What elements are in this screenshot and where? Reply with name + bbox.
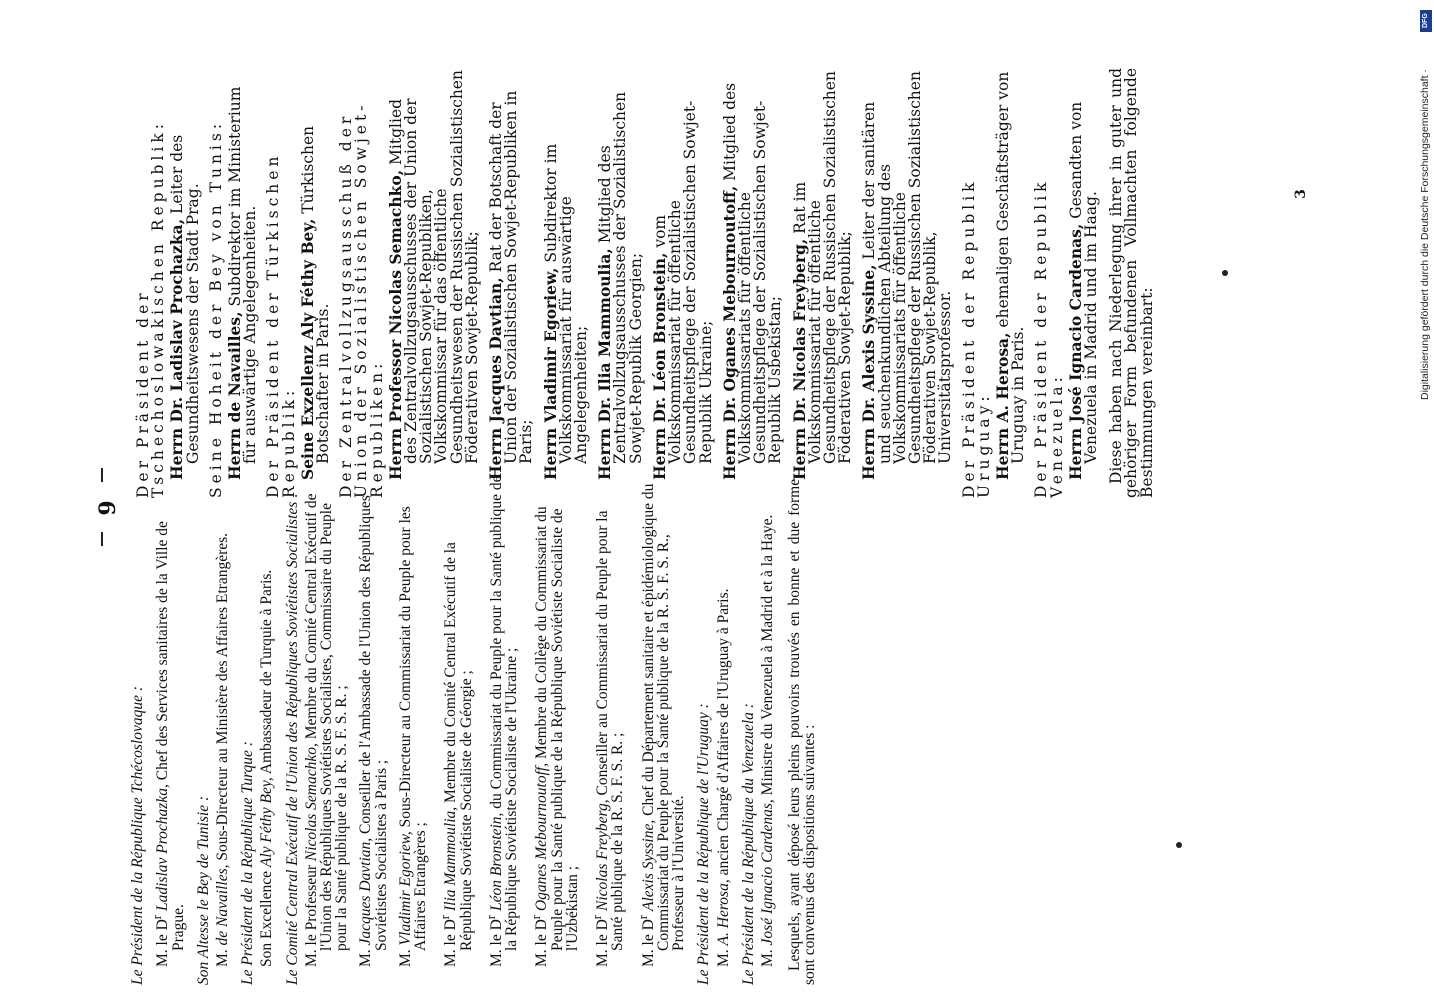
section-heading: Le Président de la République Tchécoslovaque : (129, 685, 146, 985)
section-heading: Der Präsident der Tschechoslowakischen Republik: (134, 120, 168, 498)
delegate-name: A. Herosa, (714, 879, 732, 946)
delegate-title: Türkischen Botschafter in Paris. (298, 125, 333, 464)
delegate-name: Herrn A. Herosa, (992, 332, 1012, 480)
delegate-title: Mitglied des Zentralvollzugsausschusses der Union der Sozialistischen Sowjet-Republiken, Volkskommissar für das öffentliche Gesundheitswesen der Russischen Sozialistischen Föderativen Sowjet-Republik; (386, 70, 481, 464)
delegate-name: Seine Exzellenz Aly Féthy Bey, (297, 218, 317, 480)
section-heading: Seine Hoheit der Bey von Tunis: (206, 119, 225, 498)
delegate-title: Mitglied des Zentralvollzugsausschusses der Sozialistischen Sowjet-Republik Georgien; (596, 91, 645, 464)
delegate-name: Herrn de Navailles, (225, 311, 245, 480)
section-heading: Le Président de la République Turque : (239, 741, 257, 985)
delegate-entry (304, 475, 350, 985)
print-mark (1176, 842, 1182, 848)
delegate-entry (297, 68, 333, 498)
delegate-entry (649, 68, 715, 498)
section-heading: Der Präsident der Republik Uruguay: (959, 178, 993, 498)
delegate-entry (719, 68, 785, 498)
delegate-title: Ministre du Venezuela à Madrid et à la Haye. (759, 514, 777, 800)
delegate-entry (635, 475, 687, 985)
delegate-name: Herrn Dr. Ilia Mammoulia, (595, 248, 615, 480)
closing-paragraph: Lesquels, ayant déposé leurs pleins pouvoirs trouvés en bonne et due forme, sont convenus des dispositions suivantes : (786, 475, 819, 985)
delegate-name: Oganes Mebournoutoff, (533, 762, 551, 912)
delegate-entry (227, 68, 258, 498)
delegate-entry (760, 475, 775, 985)
section-heading: Le Comité Central Exécutif de l'Union des Républiques Soviétistes Socialistes : (283, 492, 301, 985)
entry-prefix: M. le D (533, 919, 551, 967)
entry-superscript: r (149, 914, 165, 920)
entry-prefix: M. (714, 945, 732, 967)
delegate-title: ehemaligen Geschäftsträger von Uruguay in Paris. (993, 71, 1028, 464)
delegate-title: Ambassadeur de Turquie à Paris. (258, 569, 276, 778)
delegate-title: Leiter des Gesundheitswesens der Stadt Prag. (168, 134, 202, 464)
delegate-entry (385, 68, 481, 498)
delegate-name: Nicolas Freyberg, (594, 799, 612, 912)
delegate-title: ancien Chargé d'Affaires de l'Uruguay à Paris. (714, 588, 732, 880)
entry-prefix: M. le D (639, 919, 657, 967)
delegate-title: vom Volkskommissariat für öffentliche Gesundheitspflege der Sozialistischen Sowjet-Republik Ukraine; (650, 100, 715, 464)
delegate-title: Rat im Volkskommissariat für öffentliche Gesundheitspflege der Russischen Sozialistischen Föderativen Sowjet-Republik; (790, 71, 855, 464)
delegate-title: Leiter der sanitären und seuchenkundlichen Abteilung des Volkskommissariats für öffentliche Gesundheitspflege der Russischen Sozialistischen Föderativen Sowjet-Republik, Universitätsprofessor. (860, 71, 955, 464)
delegate-title: Sous-Directeur au Ministère des Affaires Etrangères. (213, 532, 231, 865)
delegate-entry (716, 475, 731, 985)
delegate-title: du Commissariat du Peuple pour la Santé publique de la République Soviétiste Socialiste de l'Ukraine ; (487, 475, 521, 951)
entry-prefix: M. (396, 945, 414, 967)
entry-prefix: M. le D (442, 919, 460, 967)
delegate-title: Membre du Collège du Commissariat du Peuple pour la Santé publique de la République Soviétiste Socialiste de l'Uzbékistan ; (533, 506, 581, 951)
delegate-name: de Navailles, (213, 864, 231, 946)
delegate-entry (437, 475, 474, 985)
delegate-title: Sous-Directeur au Commissariat du Peuple pour les Affaires Etrangères ; (396, 506, 429, 951)
entry-prefix: Son Excellence (258, 867, 276, 967)
entry-prefix: M. le Professeur (302, 861, 320, 967)
delegate-name: Herrn Professor Nicolas Semachko, (385, 169, 405, 480)
delegate-name: Herrn Dr. Oganes Mebournoutoff, (719, 185, 739, 480)
delegate-title: Chef du Département sanitaire et épidémiologique du Commissariat du Peuple pour la Santé publique de la R. S. F. S. R., Professeur à l'Université. (639, 483, 688, 951)
entry-superscript: r (634, 914, 650, 920)
delegate-name: Aly Féthy Bey, (258, 777, 276, 868)
delegate-entry (589, 475, 626, 985)
delegate-entry (259, 475, 274, 985)
entry-prefix: M. (357, 945, 375, 967)
delegate-entry (358, 475, 388, 985)
section-heading: Der Präsident der Türkischen Republik: (264, 152, 298, 498)
closing-paragraph: Diese haben nach Niederlegung ihrer in guter und gehöriger Form befundenen Vollmachten folgende Bestimmungen vereinbart: (1107, 68, 1156, 498)
delegate-name: Léon Bronstein, (487, 812, 505, 912)
delegate-name: Nicolas Semachko, (302, 743, 320, 862)
delegate-title: Membre du Comité Central Exécutif de l'Union des Républiques Soviétistes Socialistes, Commissaire du Peuple pour la Santé publique de la R. S. F. S. R. ; (302, 493, 351, 951)
entry-superscript: r (528, 914, 544, 920)
delegate-title: Subdirektor im Ministerium für auswärtige Angelegenheiten. (226, 86, 260, 464)
print-mark (1222, 270, 1228, 276)
delegate-name: Herrn Jacques Davtian, (486, 277, 506, 480)
entry-prefix: M. le D (487, 919, 505, 967)
footer-number: 3 (1292, 189, 1309, 199)
entry-prefix: M. (213, 945, 231, 967)
stamp-text: Digitalisierung gefördert durch die Deutsche Forschungsgemeinschaft · (1419, 69, 1431, 400)
delegate-title: Conseiller de l'Ambassade de l'Union des Républiques Soviétistes Socialistes à Paris ; (357, 495, 390, 951)
delegate-entry (1065, 68, 1100, 498)
section-heading: Le Président de la République du Venezuela : (739, 703, 757, 985)
delegate-entry (540, 68, 591, 498)
page-number-dash-bottom (101, 532, 103, 546)
delegate-entry (483, 475, 520, 985)
delegate-entry (215, 475, 230, 985)
delegate-title: Membre du Comité Central Exécutif de la République Soviétiste Socialiste de Géorgie ; (442, 542, 475, 951)
delegate-name: Ilia Mammoulia, (442, 806, 460, 912)
delegate-entry (169, 68, 200, 498)
delegate-name: Vladimir Egoriew, (396, 831, 414, 946)
delegate-title: Gesandten von Venezuela in Madrid und im Haag. (1066, 101, 1100, 464)
entry-prefix: M. le D (594, 919, 612, 967)
german-text-block (128, 68, 1298, 498)
dfg-logo: DFG (1420, 10, 1432, 32)
delegate-name: Herrn Dr. Alexis Syssine, (859, 264, 879, 480)
delegate-name: Herrn Dr. Ladislav Prochazka, (167, 218, 187, 480)
delegate-name: Herrn Vladimir Egoriew, (540, 267, 560, 480)
delegate-title: Rat der Botschaft der Union der Sozialistischen Sowjet-Republiken in Paris; (487, 90, 536, 464)
entry-superscript: r (589, 914, 605, 920)
delegate-name: Herrn Dr. Nicolas Freyberg, (789, 238, 809, 480)
delegate-title: Conseiller au Commissariat du Peuple pour la Santé publique de la R. S. F. S. R. ; (594, 510, 627, 951)
french-text-block (120, 475, 1260, 985)
page-number: 9 (95, 500, 121, 516)
delegate-title: Subdirektor im Volkskommissariat für auswärtige Angelegenheiten; (541, 143, 591, 464)
entry-superscript: r (482, 914, 498, 920)
delegate-name: Herrn José Ignacio Cardenas, (1065, 223, 1085, 480)
section-heading: Son Altesse le Bey de Tunisie : (194, 795, 212, 985)
section-heading: Der Präsident der Republik Venezuela: (1032, 178, 1066, 498)
entry-prefix: M. (759, 945, 777, 967)
delegate-title: Chef des Services sanitaires de la Ville de Prague. (154, 521, 187, 951)
page-number-dash-top (101, 468, 103, 482)
delegate-entry (488, 68, 535, 498)
delegate-name: José Ignacio Cardenas, (759, 799, 777, 946)
delegate-name: Jacques Davtian, (357, 837, 375, 946)
delegate-entry (789, 68, 855, 498)
delegate-title: Mitglied des Volkskommissariats für öffentliche Gesundheitspflege der Sozialistischen Sowjet-Republik Usbekistan; (720, 82, 785, 464)
entry-prefix: M. le D (154, 919, 172, 967)
delegate-entry (149, 475, 186, 985)
digitization-stamp (1418, 8, 1434, 400)
delegate-entry (398, 475, 428, 985)
delegate-name: Herrn Dr. Léon Bronstein, (649, 252, 669, 480)
delegate-entry (861, 68, 953, 498)
delegate-entry (597, 68, 644, 498)
delegate-name: Alexis Syssine, (639, 819, 657, 912)
section-heading: Der Zentralvollzugsausschuß der Union der Sozialistischen Sowjet-Republiken: (337, 101, 386, 498)
section-heading: Le Président de la République de l'Uruguay : (695, 703, 713, 985)
delegate-name: Ladislav Prochazka, (154, 784, 172, 912)
delegate-entry (992, 68, 1028, 498)
entry-superscript: r (437, 914, 453, 920)
delegate-entry (528, 475, 580, 985)
